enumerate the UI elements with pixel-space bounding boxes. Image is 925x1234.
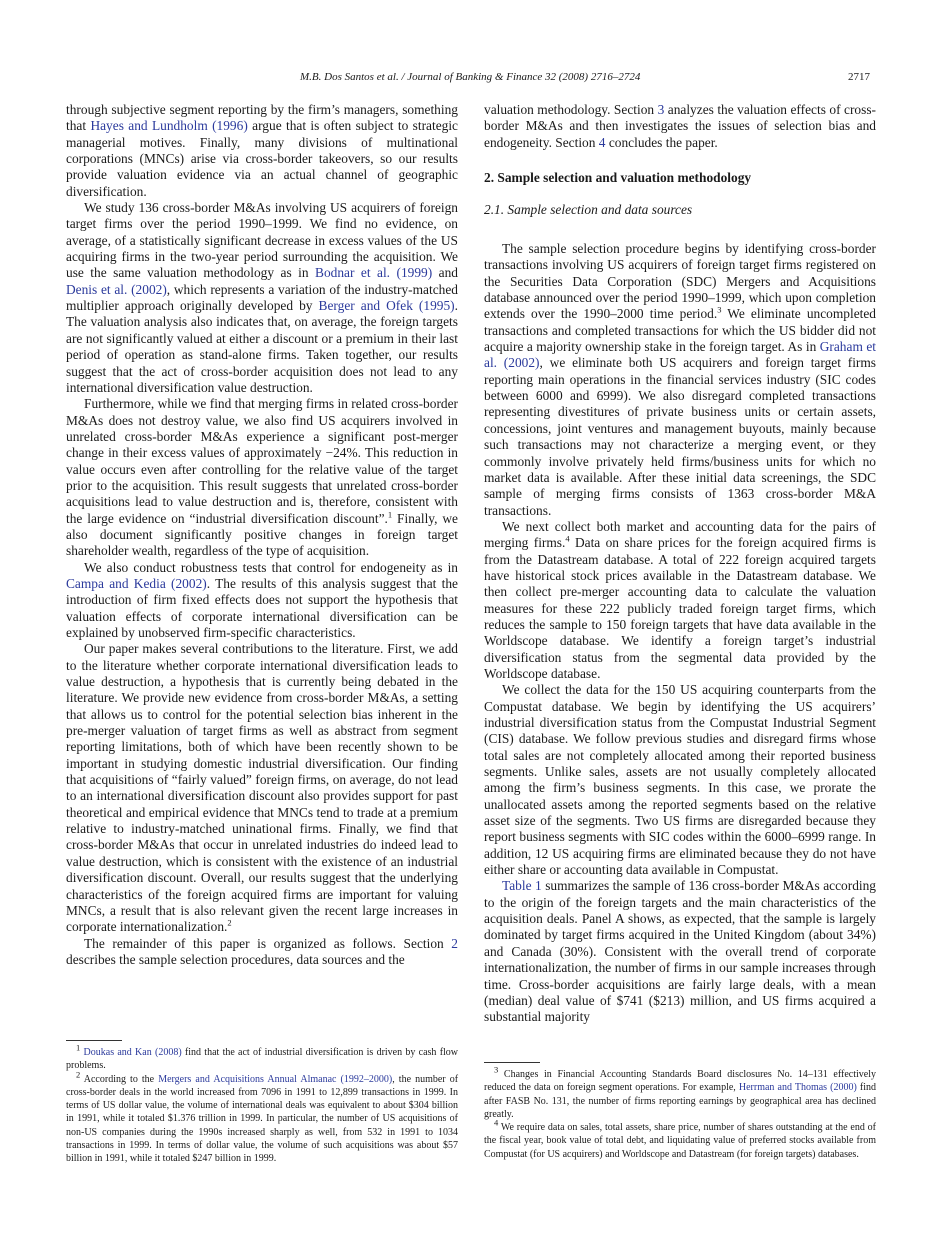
paragraph xyxy=(484,1064,877,1121)
text-run: . The valuation analysis also indicates that, on average, the foreign targets are not significantly valued at either a discount or a premium in their last period of operation as stand-alone firms. Taken together, our results suggest that the act of cross-border acquisition does not lead to any international diversification value destruction. xyxy=(66,298,458,395)
text-run: We next collect both market and accounting data for the pairs of merging firms. xyxy=(484,518,876,551)
text-run: The remainder of this paper is organized as follows. Section xyxy=(84,935,452,951)
paragraph xyxy=(66,1042,459,1073)
paragraph xyxy=(484,682,876,878)
page-number: 2717 xyxy=(848,71,870,83)
text-run: Finally, we also document significantly positive changes in foreign target shareholder wealth, regardless of the type of acquisition. xyxy=(66,510,458,559)
section-body xyxy=(484,241,876,1026)
text-run: analyzes the valuation effects of cross-border M&As and then investigates the issues of selection bias and endogeneity. Section xyxy=(484,102,876,150)
paragraph xyxy=(66,641,458,935)
text-run: Furthermore, while we find that merging firms in related cross-border M&As does not destroy value, we also find US acquirers involved in unrelated cross-border M&As experience a significant post-merger change in their excess values of approximately −24%. This reduction in value occurs even after controlling for the relative value of the target prior to the acquisition. This result suggests that unrelated cross-border acquisitions lead to value destruction and is, therefore, consistent with the large evidence on “industrial diversification discount”. xyxy=(66,396,458,526)
text-run: We eliminate uncompleted transactions and completed transactions for which the US bidder did not acquire a majority ownership stake in the foreign target. As in xyxy=(484,306,876,355)
paragraph xyxy=(484,878,876,1025)
paragraph xyxy=(484,1117,876,1161)
text-run: According to the xyxy=(80,1073,159,1085)
citation-link[interactable]: 3 xyxy=(657,102,665,117)
text-run: . The results of this analysis suggest that the introduction of firm fixed effects does not support the hypothesis that valuation effects of corporate international diversification can be explained by unobserved firm-specific characteristics. xyxy=(66,575,458,640)
footnote-list xyxy=(66,1042,459,1166)
citation-link[interactable]: Herrman and Thomas (2000) xyxy=(738,1082,857,1094)
text-run: We also conduct robustness tests that control for endogeneity as in xyxy=(84,559,458,575)
footnote-marker[interactable]: 4 xyxy=(565,533,570,544)
text-run: We collect the data for the 150 US acquiring counterparts from the Compustat database. We begin by identifying the US acquirers’ industrial diversification status from the Compustat Industrial Segment (CIS) database. We follow previous studies and disregard firms whose total sales are not completely allocated among their reported business segments. Unlike sales, assets are not usually completely allocated among the firm’s business segments. In this case, we prorate the unallocated assets among the reported segments based on the relative asset size of the segments. Two US firms are disregarded because they report business segments with SIC codes within the 6000–6999 range. In addition, 12 US acquiring firms are eliminated because they do not have either share or accounting data available in Compustat. xyxy=(484,682,876,878)
text-run: through subjective segment reporting by the firm’s managers, something that xyxy=(66,102,458,134)
citation-link[interactable]: Hayes and Lundholm (1996) xyxy=(90,118,248,134)
text-run: find after FASB No. 131, the number of firms reporting earnings by geographical area has declined greatly. xyxy=(484,1082,877,1120)
citation-link[interactable]: Graham et al. (2002) xyxy=(484,339,876,371)
paragraph xyxy=(66,1069,459,1166)
citation-link[interactable]: Berger and Ofek (1995) xyxy=(318,298,455,314)
footnote-list xyxy=(484,1064,877,1161)
footnote-marker[interactable]: 2 xyxy=(227,917,232,928)
subsection-heading: 2.1. Sample selection and data sources xyxy=(484,202,693,218)
footnote-rule xyxy=(484,1062,540,1063)
right-column xyxy=(484,102,876,1026)
text-run: , which represents a variation of the industry-matched multiplier approach originally developed by xyxy=(66,281,458,314)
text-run: concludes the paper. xyxy=(605,134,718,150)
footnote-marker[interactable]: 3 xyxy=(717,304,722,315)
text-run: Our paper makes several contributions to the literature. First, we add to the literature whether corporate international diversification leads to value destruction, a hypothesis that is currently being debated in the literature. We provide new evidence from cross-border M&As, a setting that allows us to control for the potential selection bias inherent in the pre-merger valuation of target firms as well as abstract from segment reporting limitations, both of which have been recently shown to be important in studying domestic industrial diversification. Our finding that acquisitions of “fairly valued” foreign firms, on average, do not lead to an international diversification discount also provides support for past theoretical and empirical evidence that MNCs tend to trade at a premium relative to industry-matched uninational firms. Finally, we find that cross-border M&As that occur in unrelated industries do indeed lead to value destruction, which is consistent with the existence of an industrial diversification discount. Overall, our results suggest that the underlying characteristics of the foreign acquired firms are important for valuing MNCs, a result that is also relevant given the recent large increases in corporate internationalization. xyxy=(66,641,458,935)
text-run: and xyxy=(432,265,458,281)
text-run: , we eliminate both US acquirers and foreign target firms reporting main operations in the financial services industry (SIC codes between 6000 and 6999). We also disregard completed transactions representing divestitures of private business units or certain assets, concessions, joint ventures and management buyouts, mainly because such transactions may not characterize a merging event, or they commonly involve privately held firms/business units for which no market data is available. After these initial data screenings, the SDC sample of merging firms consists of 1363 cross-border M&A transactions. xyxy=(484,355,876,518)
left-column xyxy=(66,102,458,968)
paragraph xyxy=(484,519,876,682)
citation-link[interactable]: Bodnar et al. (1999) xyxy=(315,265,433,281)
footnote-marker[interactable]: 1 xyxy=(387,509,393,520)
intro-end xyxy=(484,102,876,151)
footnotes-right xyxy=(484,1062,876,1161)
text-run: valuation methodology. Section xyxy=(484,102,658,117)
text-run: , the number of cross-border deals in the world increased from 7096 in 1991 to 12,899 transactions in 1999. In terms of US dollar value, the volume of international deals was equivalent to about $304 billion in 1991, while it totaled $1.376 trillion in 1999. In particular, the number of US acquisitions of non-US companies during the 1990s increased sharply as well, from 532 in 1991 to 1034 transactions in 1999. In terms of dollar value, the volume of such acquisitions was about $57 billion in 1991, while it totaled $247 billion in 1999. xyxy=(66,1073,459,1165)
text-run: The sample selection procedure begins by identifying cross-border transactions involving US acquirers of foreign target firms registered on the Securities Data Corporation (SDC) Mergers and Acquisitions database announced over the period 1990–1999, which upon completion extends over the 1990–2000 time period. xyxy=(484,241,876,322)
text-run: summarizes the sample of 136 cross-border M&As according to the origin of the foreign targets and the main characteristics of the acquisition deals. Panel A shows, as expected, that the sample is largely dominated by target firms acquired in the United Kingdom (about 34%) and Canada (30%). Consistent with the overall trend of corporate internationalization, the number of firms in our sample increases through time. Cross-border acquisitions are fairly large deals, with a mean (median) deal value of $741 ($213) million, and US firms acquired a substantial majority xyxy=(484,878,876,1025)
citation-link[interactable]: Doukas and Kan (2008) xyxy=(83,1047,182,1058)
paragraph xyxy=(66,102,458,200)
footnote-marker[interactable]: 4 xyxy=(494,1117,499,1128)
text-run: argue that is often subject to strategic managerial motives. Finally, many divisions of multinational corporations (MNCs) arise via cross-border takeovers, so our results provide valuation evidence via an actual channel of geographic diversification. xyxy=(66,118,458,199)
text-run: describes the sample selection procedures, data sources and the xyxy=(66,951,405,967)
text-run: Data on share prices for the foreign acquired firms is from the Datastream database. A total of 222 foreign acquired targets have historical stock prices available in the Datastream database. We then collect pre-merger accounting data to calculate the valuation measures for these 222 publicly traded foreign target firms, which reduces the sample to 150 foreign targets that have data available in the Worldscope database. We identify a foreign target’s industrial diversification status from the segmental data provided by the Worldscope database. xyxy=(484,535,876,681)
footnote-marker[interactable]: 3 xyxy=(494,1064,499,1075)
paragraph xyxy=(66,560,458,642)
section-heading: 2. Sample selection and valuation methodology xyxy=(484,170,752,186)
footnotes-left xyxy=(66,1040,458,1166)
text-run: find that the act of industrial diversification is driven by cash flow problems. xyxy=(66,1047,459,1072)
citation-link[interactable]: Mergers and Acquisitions Annual Almanac (1992–2000) xyxy=(158,1073,393,1085)
footnote-marker[interactable]: 2 xyxy=(76,1069,81,1080)
text-run: We require data on sales, total assets, share price, number of shares outstanding at the end of the fiscal year, book value of total debt, and liquidating value of preferred stocks available from Compustat (for US acquirers) and Worldscope and Datastream (for foreign targets) databases. xyxy=(484,1122,876,1160)
footnote-marker[interactable]: 1 xyxy=(76,1042,81,1053)
paragraph xyxy=(484,102,876,151)
citation-link[interactable]: Denis et al. (2002) xyxy=(66,281,167,297)
citation-link[interactable]: Campa and Kedia (2002) xyxy=(66,575,207,591)
text-run: Changes in Financial Accounting Standards Board disclosures No. 14–131 effectively reduced the data on foreign segment operations. For example, xyxy=(484,1069,876,1094)
paragraph xyxy=(66,936,458,969)
paragraph xyxy=(484,241,876,519)
footnote-rule xyxy=(66,1040,122,1041)
citation-link[interactable]: 4 xyxy=(598,134,606,150)
paragraph xyxy=(66,200,458,396)
citation-link[interactable]: Table 1 xyxy=(502,878,542,894)
journal-citation: M.B. Dos Santos et al. / Journal of Banking & Finance 32 (2008) 2716–2724 xyxy=(300,71,641,83)
text-run: We study 136 cross-border M&As involving US acquirers of foreign target firms over the period 1990–1999. We find no evidence, on average, of a statistically significant decrease in excess values of the US acquiring firms in the two-year period surrounding the acquisition. We use the same valuation methodology as in xyxy=(66,200,458,281)
citation-link[interactable]: 2 xyxy=(451,935,458,951)
paragraph xyxy=(66,396,458,559)
